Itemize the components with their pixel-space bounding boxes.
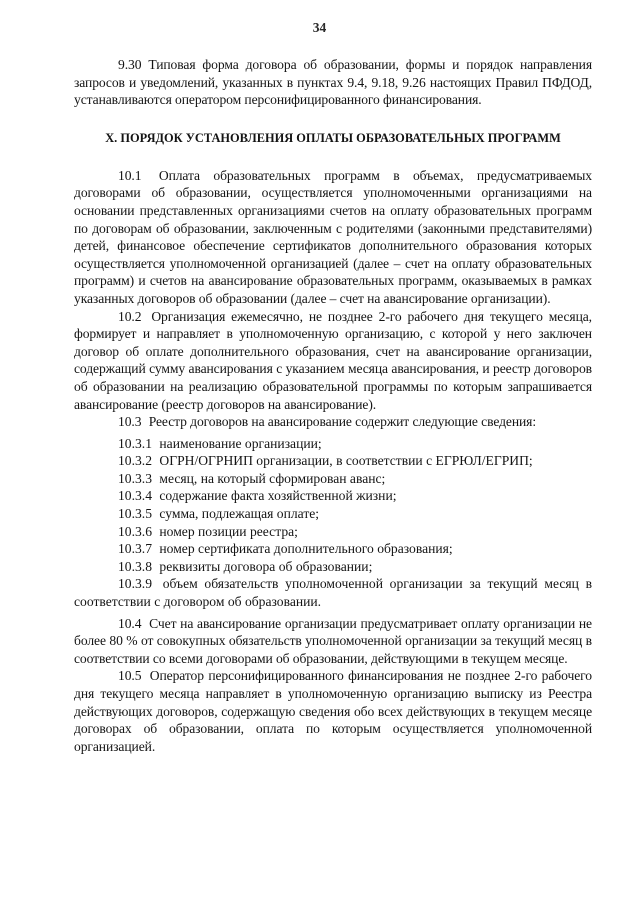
paragraph-text: Организация ежемесячно, не позднее 2-го рабочего дня текущего месяца, формирует и направляет в уполномоченную организацию, с которой у него заключен договор об оплате дополнительного образования, счет на авансирование организации, содержащий сумму авансирования с указанием месяца авансирования, и реестр договоров об образовании на реализацию образовательной программы по которым запрашивается авансирование (реестр договоров на авансирование). [74,308,592,412]
paragraph-10-3 [74,413,592,431]
list-item [74,575,592,610]
paragraph-10-5 [74,667,592,755]
paragraph-10-2 [74,308,592,414]
list-item [74,470,592,488]
paragraph-number: 10.4 [118,615,142,631]
document-body [74,56,592,755]
list-item-number: 10.3.4 [118,488,152,504]
list-item-text: месяц, на который сформирован аванс; [159,470,386,486]
paragraph-text: Оплата образовательных программ в объемах, предусматриваемых договорами об образовании, осуществляется уполномоченными организациями на основании представленных организациями счетов на оплату образовательных программ по договорам об образовании, заключенным с родителями (законными представителями) детей, финансовое обеспечение сертификатов дополнительного образования которых осуществляется уполномоченной организацией (далее – счет на оплату образовательных программ) и счетов на авансирование образовательных программ, оказываемых в рамках указанных договоров об образовании (далее – счет на авансирование организации). [74,167,592,306]
paragraph-10-1 [74,167,592,308]
paragraph-number: 10.2 [118,308,142,324]
list-item-number: 10.3.5 [118,506,152,522]
paragraph-number: 10.3 [118,414,142,430]
section-title: X. ПОРЯДОК УСТАНОВЛЕНИЯ ОПЛАТЫ ОБРАЗОВАТЕЛЬНЫХ ПРОГРАММ [105,130,561,145]
list-item-text: ОГРН/ОГРНИП организации, в соответствии с ЕГРЮЛ/ЕГРИП; [159,453,533,469]
list-item [74,452,592,470]
list-item-text: объем обязательств уполномоченной организации за текущий месяц в соответствии с договором об образовании. [74,576,592,610]
list-item [74,487,592,505]
paragraph-text: Реестр договоров на авансирование содержит следующие сведения: [148,414,537,430]
list-item-text: реквизиты договора об образовании; [159,558,373,574]
intro-paragraph: 9.30 Типовая форма договора об образовании, формы и порядок направления запросов и уведомлений, указанных в пунктах 9.4, 9.18, 9.26 настоящих Правил ПФДОД, устанавливаются оператором персонифицированного финансирования. [74,57,592,108]
page-number: 34 [312,20,327,35]
list-item-text: содержание факта хозяйственной жизни; [159,488,397,504]
list-item [74,505,592,523]
list-item-text: наименование организации; [159,435,322,451]
paragraph-number: 10.1 [118,167,142,183]
list-item-number: 10.3.9 [118,576,152,592]
list-item-number: 10.3.6 [118,523,152,539]
list-item [74,523,592,541]
paragraph-number: 10.5 [118,668,142,684]
list-item-number: 10.3.7 [118,541,152,557]
list-item-text: номер сертификата дополнительного образования; [159,541,453,557]
list-item-number: 10.3.8 [118,558,152,574]
list-item-number: 10.3.3 [118,470,152,486]
list-item-number: 10.3.1 [118,435,152,451]
list-item [74,540,592,558]
paragraph-10-4 [74,615,592,668]
list-item-number: 10.3.2 [118,453,152,469]
list-item [74,435,592,453]
list-item [74,558,592,576]
paragraph-text: Счет на авансирование организации предусматривает оплату организации не более 80 % от совокупных обязательств уполномоченной организации за текущий месяц в соответствии со всеми договорами об образовании, действующими в текущем месяце. [74,615,592,666]
list-item-text: номер позиции реестра; [159,523,298,539]
list-item-text: сумма, подлежащая оплате; [159,506,320,522]
paragraph-text: Оператор персонифицированного финансирования не позднее 2-го рабочего дня текущего месяца направляет в уполномоченную организацию выписку из Реестра действующих договоров, содержащую сведения обо всех действующих в текущем месяце договорах об образовании, оплата по которым осуществляется уполномоченной организацией. [74,668,592,754]
